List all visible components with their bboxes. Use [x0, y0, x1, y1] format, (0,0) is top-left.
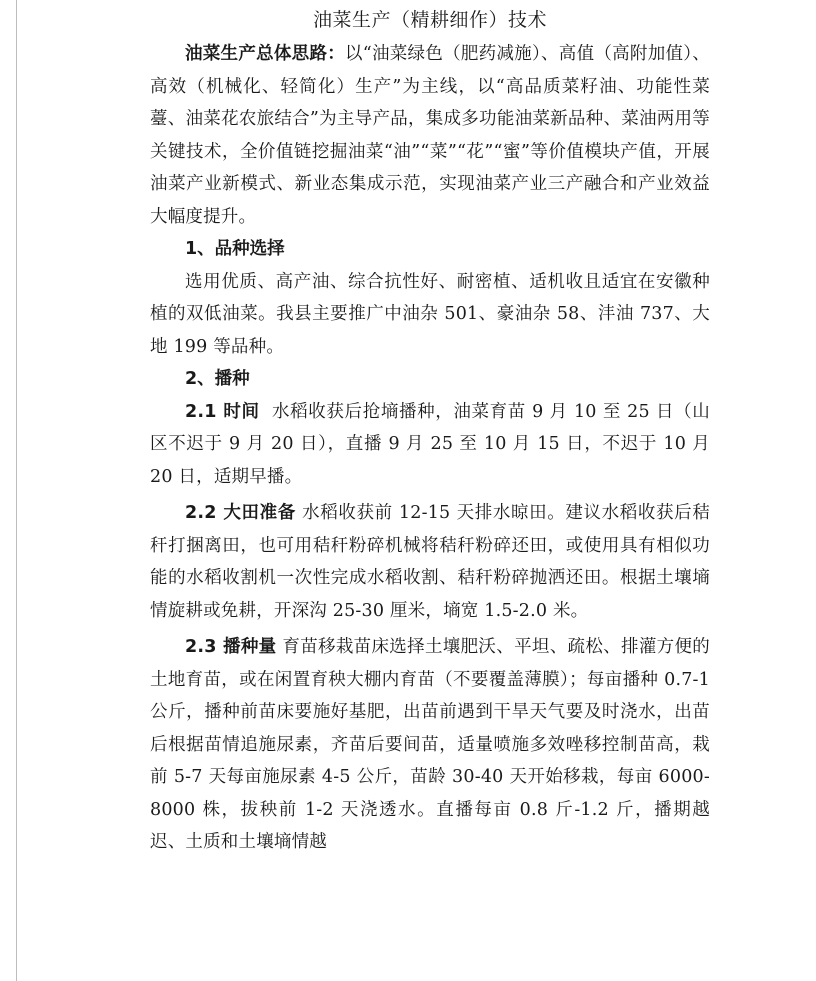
intro-label: 油菜生产总体思路： [185, 44, 345, 64]
section-2-3-text: 育苗移栽苗床选择土壤肥沃、平坦、疏松、排灌方便的土地育苗，或在闲置育秧大棚内育苗（不要覆盖薄膜）；每亩播种 0.7-1 公斤，播种前苗床要施好基肥，出苗前遇到干旱天气要及时浇水，出苗后根据苗情追施尿素，齐苗后要间苗，适量喷施多效唑移控制苗高，栽前 5-7 天每亩施尿素 4-5 公斤，苗龄 30-40 天开始移栽，每亩 6000-8000 株，拔秧前 1-2 天浇透水。直播每亩 0.8 斤-1.2 斤，播期越迟、土质和土壤墒情越 [150, 637, 710, 852]
document-page [150, 0, 710, 859]
page-left-edge [16, 0, 17, 981]
section-2-2-paragraph [150, 497, 710, 627]
section-2-3-label: 2.3 播种量 [185, 637, 277, 657]
section-2-1-paragraph [150, 396, 710, 494]
intro-paragraph [150, 38, 710, 233]
section-2-2-text: 水稻收获前 12-15 天排水晾田。建议水稻收获后秸秆打捆离田，也可用秸秆粉碎机械将秸秆粉碎还田，或使用具有相似功能的水稻收割机一次性完成水稻收割、秸秆粉碎抛洒还田。根据土壤墒情旋耕或免耕，开深沟 25-30 厘米，墒宽 1.5-2.0 米。 [150, 503, 710, 621]
section-1-heading: 1、品种选择 [185, 239, 285, 259]
document-title: 油菜生产（精耕细作）技术 [312, 9, 547, 31]
section-2-2-label: 2.2 大田准备 [185, 503, 296, 523]
section-1-text: 选用优质、高产油、综合抗性好、耐密植、适机收且适宜在安徽种植的双低油菜。我县主要推广中油杂 501、豪油杂 58、沣油 737、大地 199 等品种。 [150, 271, 710, 357]
section-2-3-paragraph [150, 631, 710, 859]
section-2-heading: 2、播种 [185, 369, 250, 389]
section-2-1-text: 水稻收获后抢墒播种，油菜育苗 9 月 10 至 25 日（山区不迟于 9 月 20 日），直播 9 月 25 至 10 月 15 日，不迟于 10 月 20 日，适期早播。 [150, 401, 711, 487]
section-2-1-label: 2.1 时间 [185, 401, 260, 422]
intro-text: 以“油菜绿色（肥药减施）、高值（高附加值）、高效（机械化、轻简化）生产”为主线，以“高品质菜籽油、功能性菜薹、油菜花农旅结合”为主导产品，集成多功能油菜新品种、菜油两用等关键技术，全价值链挖掘油菜“油”“菜”“花”“蜜”等价值模块产值，开展油菜产业新模式、新业态集成示范，实现油菜产业三产融合和产业效益大幅度提升。 [150, 44, 710, 227]
